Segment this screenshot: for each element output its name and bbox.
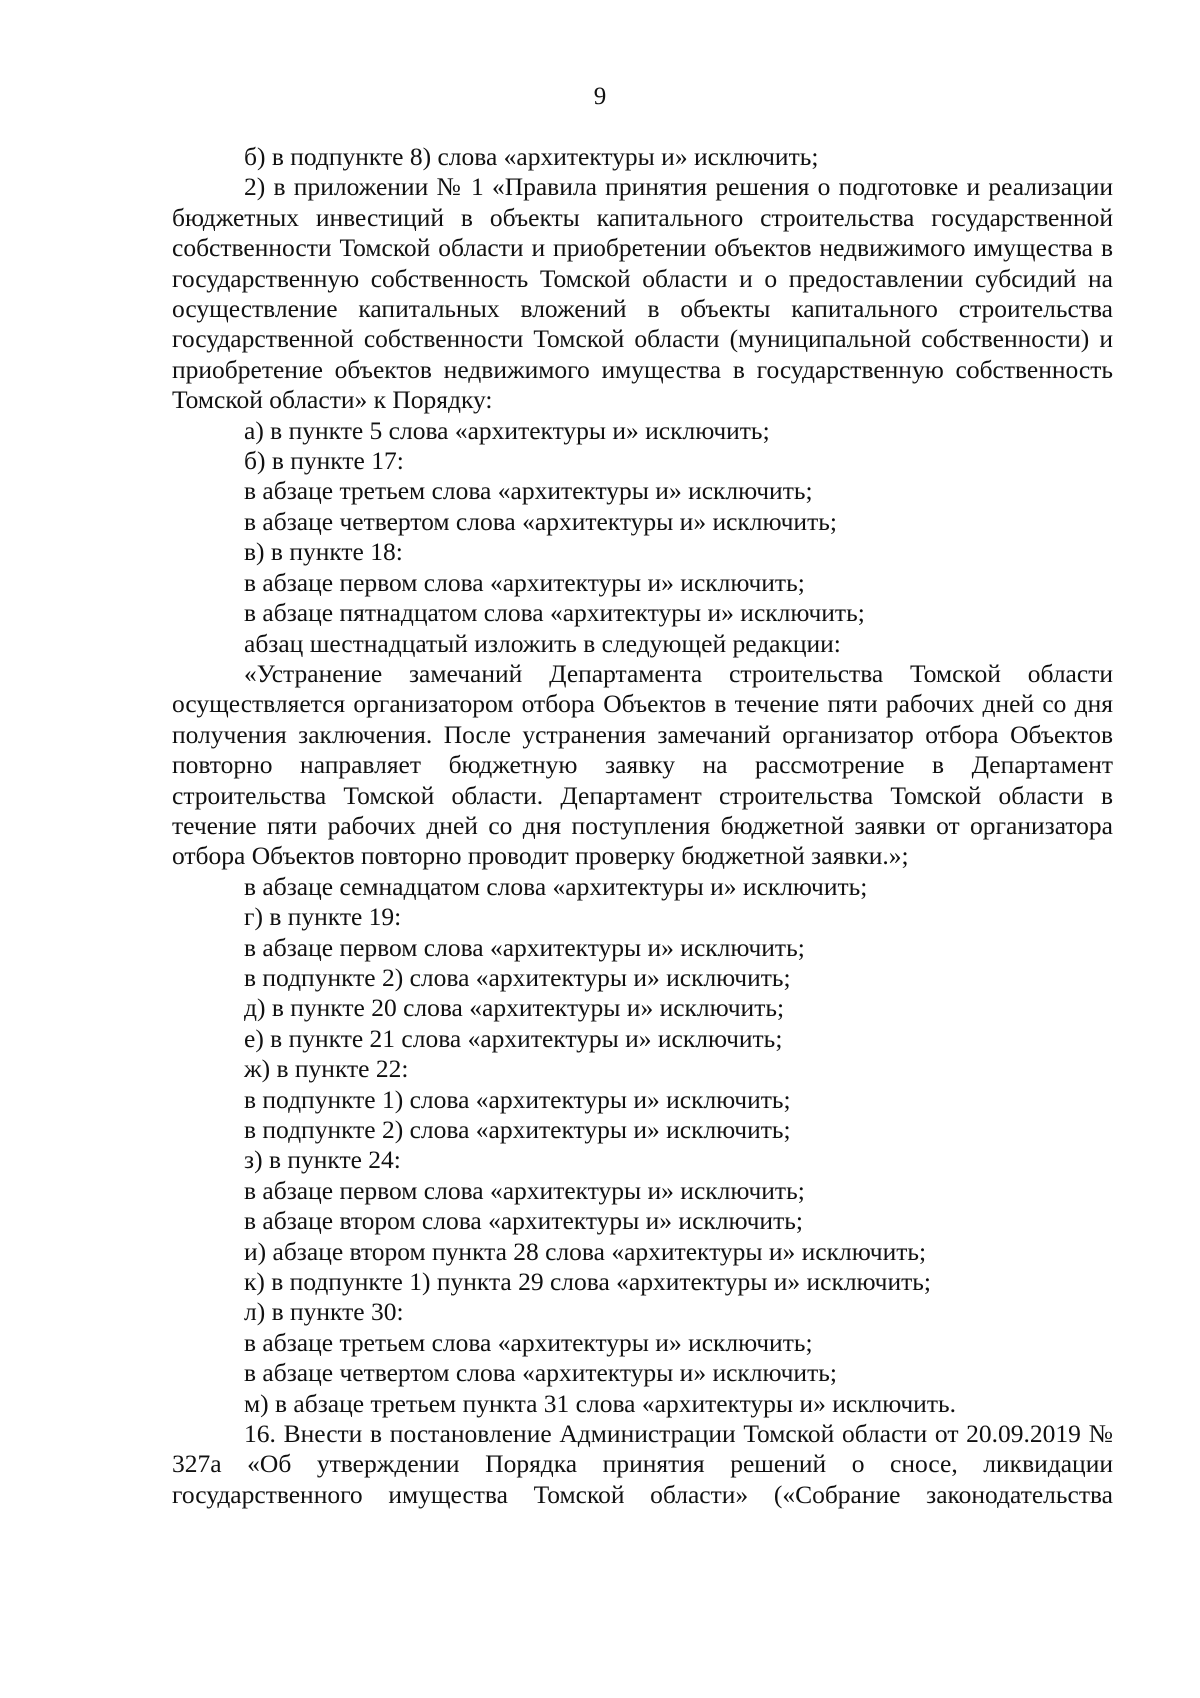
paragraph: в абзаце четвертом слова «архитектуры и» исключить;: [244, 506, 837, 536]
paragraph: б) в пункте 17:: [244, 446, 404, 476]
paragraph: в абзаце пятнадцатом слова «архитектуры и» исключить;: [244, 598, 865, 628]
paragraph: «Устранение замечаний Департамента строительства Томской области осуществляется организатором отбора Объектов в течение пяти рабочих дней со дня получения заключения. После устранения замечаний организатор отбора Объектов повторно направляет бюджетную заявку на рассмотрение в Департамент строительства Томской области. Департамент строительства Томской области в течение пяти рабочих дней со дня поступления бюджетной заявки от организатора отбора Объектов повторно проводит проверку бюджетной заявки.»;: [172, 658, 1113, 871]
paragraph: 2) в приложении № 1 «Правила принятия решения о подготовке и реализации бюджетных инвестиций в объекты капитального строительства государственной собственности Томской области и приобретении объектов недвижимого имущества в государственную собственность Томской области и о предоставлении субсидий на осуществление капитальных вложений в объекты капитального строительства государственной собственности Томской области (муниципальной собственности) и приобретение объектов недвижимого имущества в государственную собственность Томской области» к Порядку:: [172, 172, 1113, 415]
paragraph: г) в пункте 19:: [244, 902, 402, 932]
paragraph: в абзаце третьем слова «архитектуры и» исключить;: [244, 1327, 813, 1357]
paragraph: к) в подпункте 1) пункта 29 слова «архитектуры и» исключить;: [244, 1267, 931, 1297]
paragraph: в абзаце первом слова «архитектуры и» исключить;: [244, 932, 805, 962]
paragraph: в абзаце втором слова «архитектуры и» исключить;: [244, 1206, 803, 1236]
paragraph: а) в пункте 5 слова «архитектуры и» исключить;: [244, 415, 770, 445]
paragraph: в абзаце третьем слова «архитектуры и» исключить;: [244, 476, 813, 506]
paragraph: в абзаце четвертом слова «архитектуры и» исключить;: [244, 1358, 837, 1388]
page-number: 9: [593, 83, 607, 110]
paragraph: в подпункте 1) слова «архитектуры и» исключить;: [244, 1084, 791, 1114]
paragraph: б) в подпункте 8) слова «архитектуры и» исключить;: [244, 142, 819, 171]
paragraph: л) в пункте 30:: [244, 1297, 404, 1327]
paragraph: в) в пункте 18:: [244, 537, 403, 567]
paragraph: в абзаце первом слова «архитектуры и» исключить;: [244, 567, 805, 597]
paragraph: в подпункте 2) слова «архитектуры и» исключить;: [244, 1115, 791, 1144]
paragraph: в подпункте 2) слова «архитектуры и» исключить;: [244, 962, 791, 992]
document-body: [172, 142, 1113, 1510]
paragraph: и) абзаце втором пункта 28 слова «архитектуры и» исключить;: [244, 1236, 927, 1266]
paragraph: 16. Внести в постановление Администрации Томской области от 20.09.2019 № 327а «Об утверждении Порядка принятия решений о сносе, ликвидации государственного имущества Томской области» («Собрание законодательства: [172, 1419, 1113, 1509]
paragraph: з) в пункте 24:: [244, 1145, 401, 1175]
paragraph: в абзаце первом слова «архитектуры и» исключить;: [244, 1175, 805, 1205]
paragraph: в абзаце семнадцатом слова «архитектуры и» исключить;: [244, 871, 868, 901]
paragraph: м) в абзаце третьем пункта 31 слова «архитектуры и» исключить.: [244, 1388, 956, 1418]
paragraph: е) в пункте 21 слова «архитектуры и» исключить;: [244, 1023, 783, 1053]
paragraph: д) в пункте 20 слова «архитектуры и» исключить;: [244, 993, 785, 1023]
paragraph: абзац шестнадцатый изложить в следующей редакции:: [244, 628, 841, 658]
paragraph: ж) в пункте 22:: [244, 1054, 409, 1084]
